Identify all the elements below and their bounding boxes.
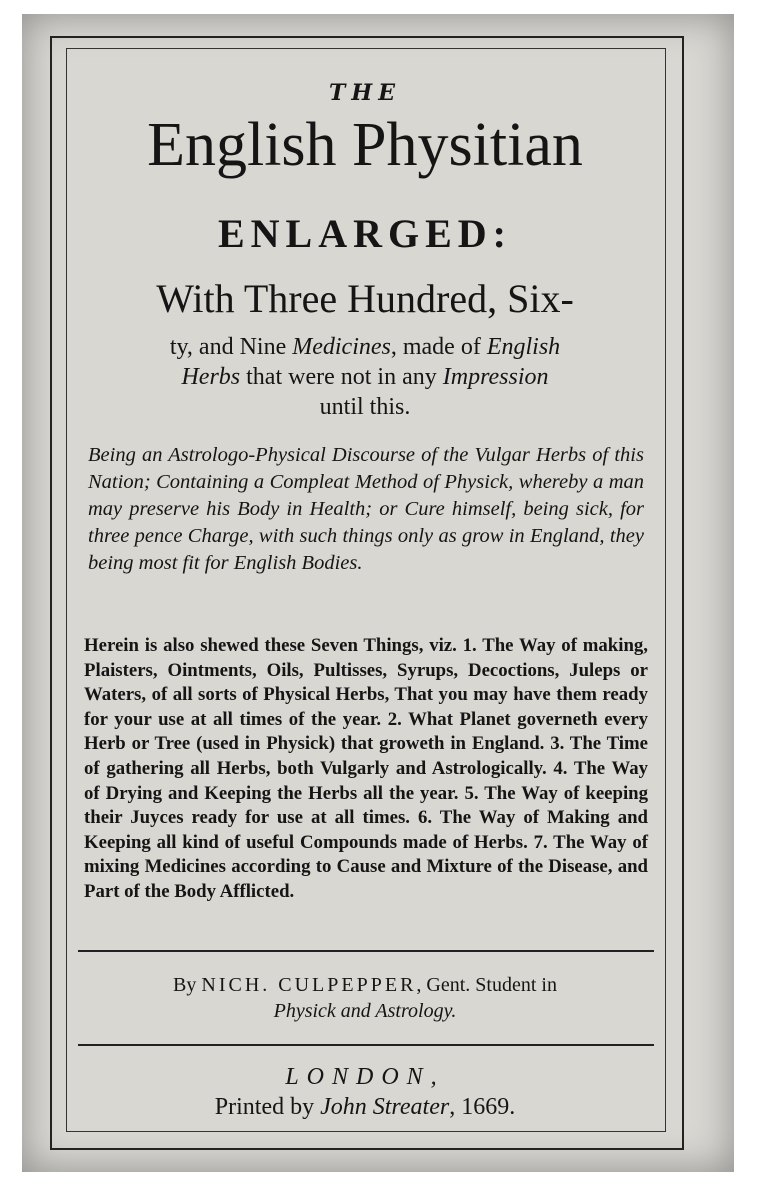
divider-rule: [78, 950, 654, 952]
title-article: THE: [329, 80, 401, 106]
divider-rule: [78, 1044, 654, 1046]
printed-by-text: Printed by: [214, 1094, 321, 1120]
subtitle-line-3: [82, 362, 648, 392]
seven-things-paragraph: Herein is also shewed these Seven Things, viz. 1. The Way of making, Plaisters, Ointments, Oils, Pultisses, Syrups, Decoctions, Juleps or Waters, of all sorts of Physical Herbs, That you may have them ready for your use at all times of the year. 2. What Planet governeth every Herb or Tree (used in Physick) that groweth in England. 3. The Time of gathering all Herbs, both Vulgarly and Astrologically. 4. The Way of Drying and Keeping the Herbs all the year. 5. The Way of keeping their Juyces ready for use at all times. 6. The Way of Making and Keeping all kind of useful Compounds made of Herbs. 7. The Way of mixing Medicines according to Cause and Mixture of the Disease, and Part of the Body Afflicted.: [84, 635, 648, 902]
imprint-printer-line: [82, 1094, 648, 1121]
main-title: English Physitian: [147, 111, 583, 179]
subtitle-text: that were not in any: [240, 364, 443, 390]
subtitle-block: [82, 332, 648, 422]
author-line-1: [82, 972, 648, 998]
printed-year: , 1669.: [449, 1094, 516, 1120]
subtitle-italic: Impression: [442, 364, 549, 390]
enlarged-heading: ENLARGED:: [217, 211, 513, 256]
author-block: [82, 972, 648, 1024]
imprint-place: LONDON,: [285, 1064, 445, 1090]
discourse-paragraph: Being an Astrologo-Physical Discourse of the Vulgar Herbs of this Nation; Containing a Compleat Method of Physick, whereby a man may preserve his Body in Health; or Cure himself, being sick, for three pence Charge, with such things only as grow in England, they being most fit for English Bodies.: [88, 444, 644, 574]
by-text: By: [173, 974, 202, 996]
subtitle-line-1: With Three Hundred, Six-: [156, 276, 574, 321]
subtitle-line-4: until this.: [319, 394, 411, 420]
book-page: [22, 14, 734, 1172]
printer-name: John Streater: [320, 1094, 450, 1120]
subtitle-line-2: [82, 332, 648, 362]
subtitle-text: , made of: [390, 334, 487, 360]
author-name: NICH. CULPEPPER: [201, 974, 417, 996]
author-line-2: Physick and Astrology.: [273, 1000, 457, 1022]
subtitle-italic: English: [486, 334, 561, 360]
subtitle-italic: Medicines: [292, 334, 391, 360]
subtitle-text: ty, and Nine: [169, 334, 293, 360]
subtitle-italic: Herbs: [181, 364, 241, 390]
author-title: , Gent. Student in: [416, 974, 557, 996]
